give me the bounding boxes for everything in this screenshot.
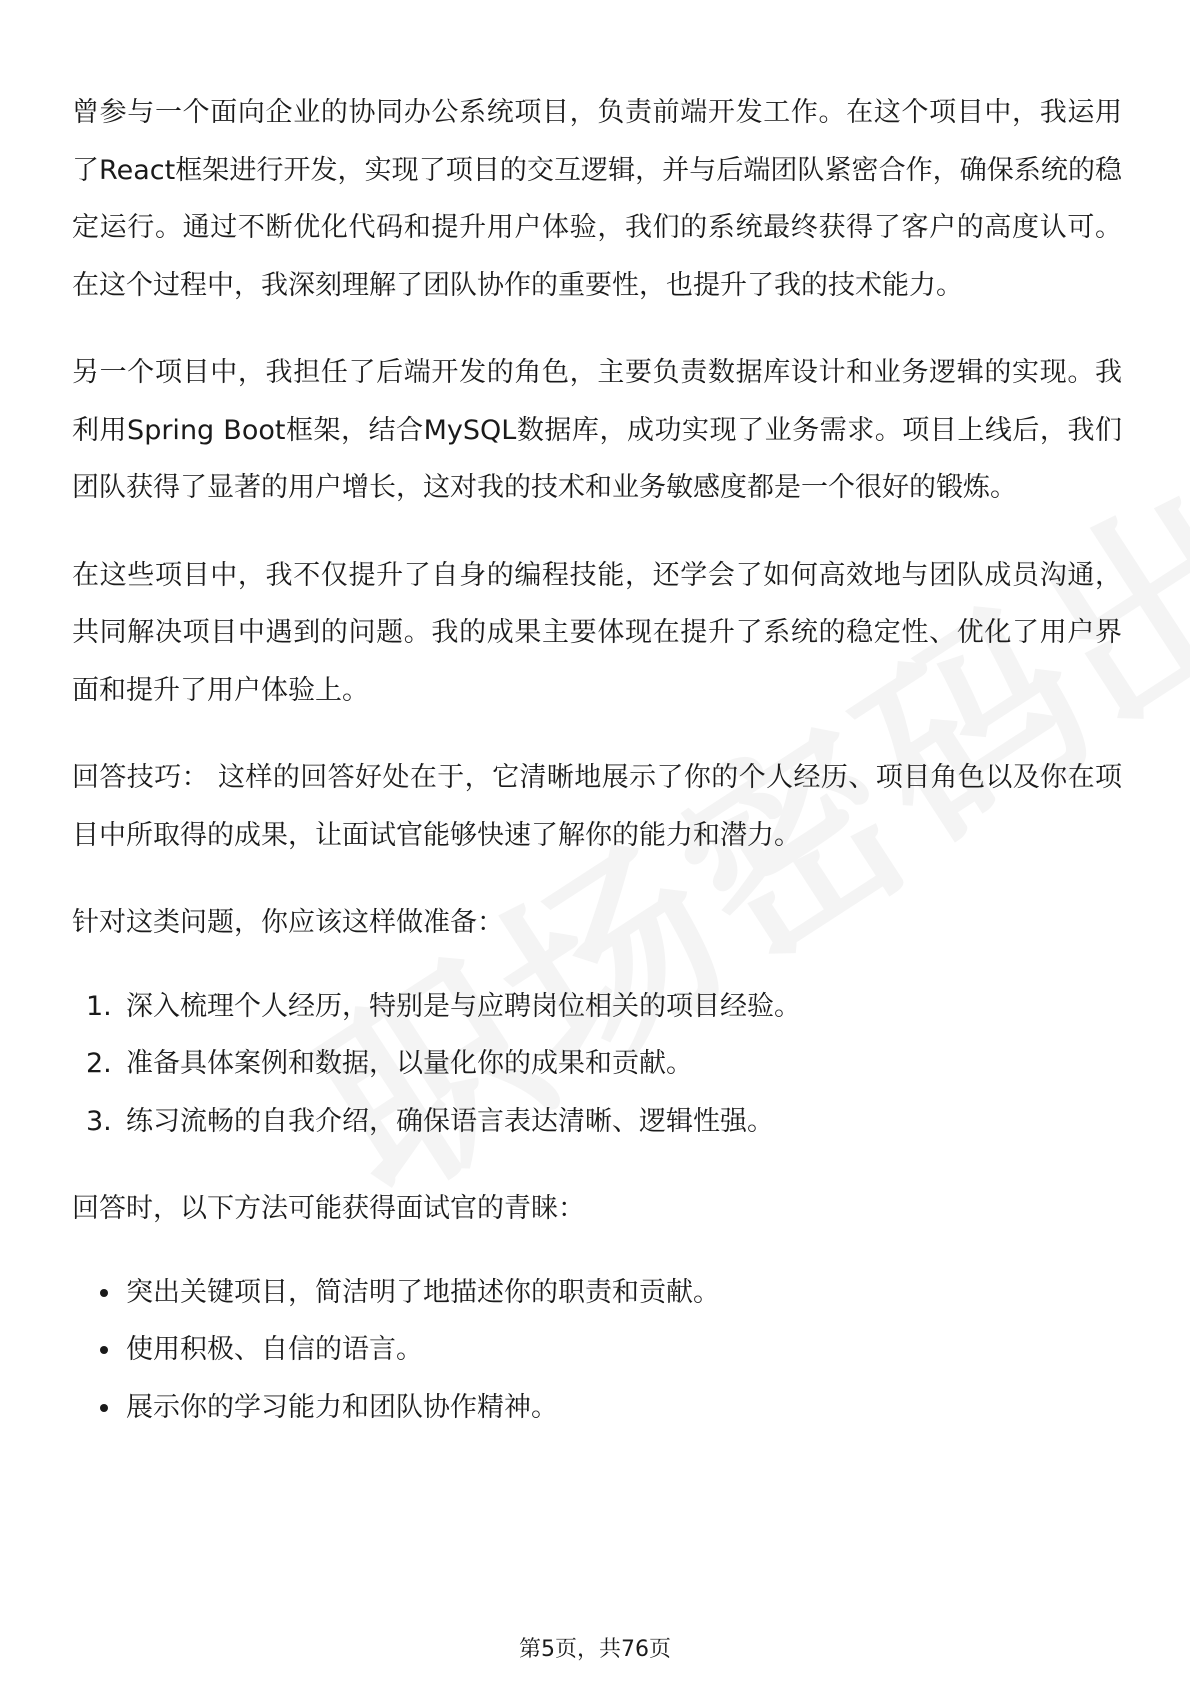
bullet-icon (100, 1346, 108, 1354)
list-item-number: 2. (86, 1048, 112, 1079)
bullet-icon (100, 1404, 108, 1412)
list-item (72, 1035, 1122, 1093)
tips-list (72, 1264, 1122, 1437)
document-body (72, 84, 1122, 1466)
list-item-text: 深入梳理个人经历，特别是与应聘岗位相关的项目经验。 (126, 990, 801, 1022)
bullet-icon (100, 1289, 108, 1297)
list-item-text: 使用积极、自信的语言。 (126, 1334, 423, 1365)
list-item (72, 1264, 1122, 1322)
list-item-text: 练习流畅的自我介绍，确保语言表达清晰、逻辑性强。 (126, 1105, 774, 1137)
prep-steps-list (72, 978, 1122, 1151)
list-item-text: 准备具体案例和数据，以量化你的成果和贡献。 (126, 1048, 693, 1079)
page-number-footer: 第5页，共76页 (519, 1637, 671, 1662)
paragraph-answer-tips: 回答技巧： 这样的回答好处在于，它清晰地展示了你的个人经历、项目角色以及你在项目中所取得的成果，让面试官能够快速了解你的能力和潜力。 (72, 762, 1122, 851)
list-item (72, 978, 1122, 1036)
list-item (72, 1321, 1122, 1379)
paragraph-tips-intro: 回答时，以下方法可能获得面试官的青睐： (72, 1193, 585, 1224)
list-item-text: 突出关键项目，简洁明了地描述你的职责和贡献。 (126, 1276, 720, 1308)
paragraph-frontend-project: 曾参与一个面向企业的协同办公系统项目，负责前端开发工作。在这个项目中，我运用了React框架进行开发，实现了项目的交互逻辑，并与后端团队紧密合作，确保系统的稳定运行。通过不断优化代码和提升用户体验，我们的系统最终获得了客户的高度认可。在这个过程中，我深刻理解了团队协作的重要性，也提升了我的技术能力。 (72, 97, 1122, 301)
paragraph-prep-intro: 针对这类问题，你应该这样做准备： (72, 907, 504, 938)
list-item-number: 1. (86, 990, 112, 1022)
list-item (72, 1379, 1122, 1437)
paragraph-backend-project: 另一个项目中，我担任了后端开发的角色，主要负责数据库设计和业务逻辑的实现。我利用Spring Boot框架，结合MySQL数据库，成功实现了业务需求。项目上线后，我们团队获得了显著的用户增长，这对我的技术和业务敏感度都是一个很好的锻炼。 (72, 357, 1122, 503)
list-item-number: 3. (86, 1105, 112, 1137)
list-item-text: 展示你的学习能力和团队协作精神。 (126, 1391, 558, 1423)
paragraph-project-outcomes: 在这些项目中，我不仅提升了自身的编程技能，还学会了如何高效地与团队成员沟通，共同解决项目中遇到的问题。我的成果主要体现在提升了系统的稳定性、优化了用户界面和提升了用户体验上。 (72, 559, 1122, 706)
list-item (72, 1093, 1122, 1151)
